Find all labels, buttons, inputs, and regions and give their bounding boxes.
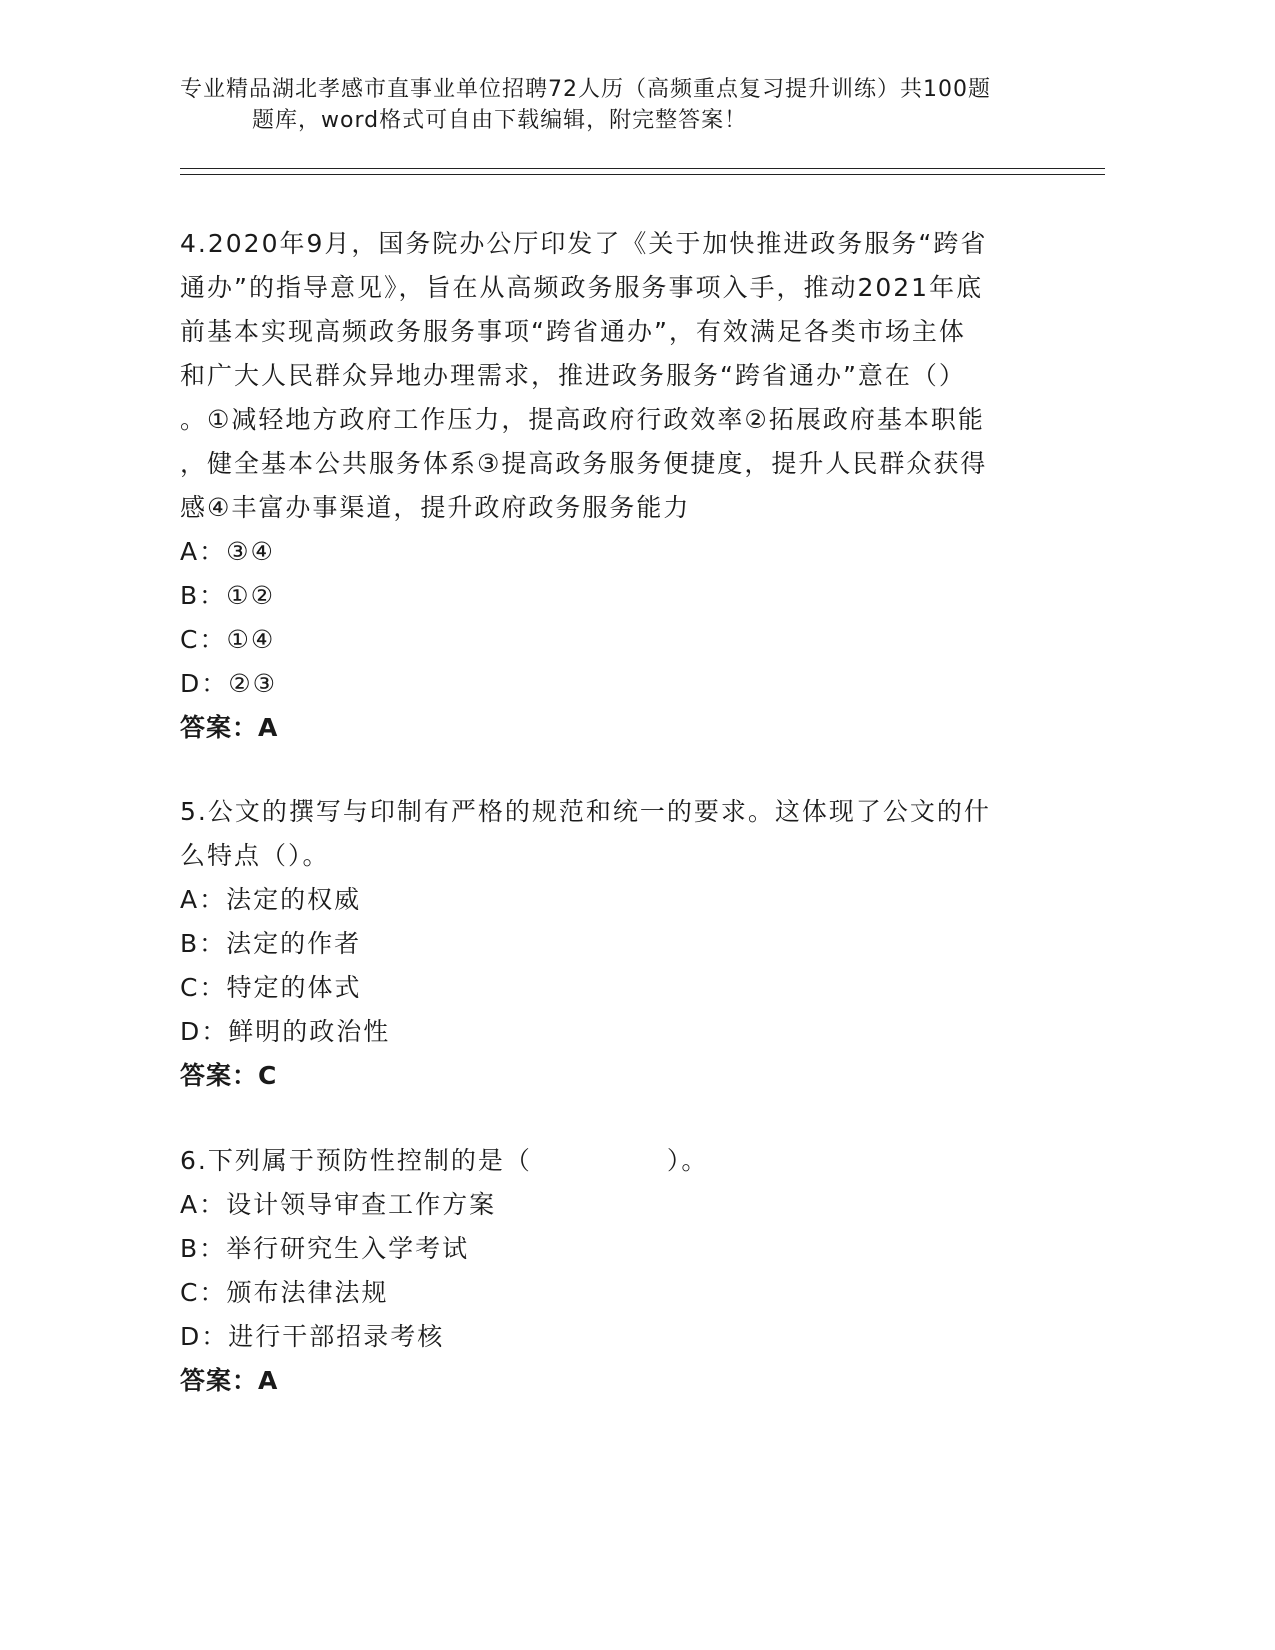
question-stem-line: 通办”的指导意见》，旨在从高频政务服务事项入手，推动2021年底: [180, 273, 984, 302]
option-c: C：特定的体式: [180, 973, 362, 1002]
question-stem-line: 6.下列属于预防性控制的是（ ）。: [180, 1146, 709, 1175]
option-b: B：举行研究生入学考试: [180, 1234, 470, 1263]
header-divider-top: [180, 168, 1105, 169]
question-stem-line: 感④丰富办事渠道，提升政府政务服务能力: [180, 493, 691, 522]
question-stem-line: 么特点（）。: [180, 841, 330, 870]
question-stem-line: ，健全基本公共服务体系③提高政务服务便捷度，提升人民群众获得: [180, 449, 988, 478]
question-stem-line: 。①减轻地方政府工作压力，提高政府行政效率②拓展政府基本职能: [180, 405, 985, 434]
header-title-line-1: 专业精品湖北孝感市直事业单位招聘72人历（高频重点复习提升训练）共100题: [180, 77, 991, 102]
answer-line: 答案：A: [180, 713, 279, 742]
question-4: [180, 222, 1030, 750]
option-b: B：法定的作者: [180, 929, 362, 958]
question-stem-line: 和广大人民群众异地办理需求，推进政务服务“跨省通办”意在（）: [180, 361, 966, 390]
question-stem-line: 5.公文的撰写与印制有严格的规范和统一的要求。这体现了公文的什: [180, 797, 991, 826]
question-6: [180, 1139, 1030, 1403]
question-stem-line: 前基本实现高频政务服务事项“跨省通办”，有效满足各类市场主体: [180, 317, 966, 346]
question-stem-line: 4.2020年9月，国务院办公厅印发了《关于加快推进政务服务“跨省: [180, 229, 988, 258]
option-d: D：进行干部招录考核: [180, 1322, 445, 1351]
option-a: A：法定的权威: [180, 885, 362, 914]
option-b: B：①②: [180, 581, 275, 610]
option-d: D：鲜明的政治性: [180, 1017, 391, 1046]
option-c: C：颁布法律法规: [180, 1278, 389, 1307]
answer-line: 答案：A: [180, 1366, 279, 1395]
option-c: C：①④: [180, 625, 276, 654]
answer-line: 答案：C: [180, 1061, 278, 1090]
option-d: D：②③: [180, 669, 278, 698]
header-title-line-2: 题库，word格式可自由下载编辑，附完整答案！: [252, 108, 748, 133]
document-header: [180, 74, 1100, 136]
option-a: A：③④: [180, 537, 275, 566]
header-divider-bottom: [180, 174, 1105, 175]
option-a: A：设计领导审查工作方案: [180, 1190, 497, 1219]
question-5: [180, 790, 1030, 1098]
